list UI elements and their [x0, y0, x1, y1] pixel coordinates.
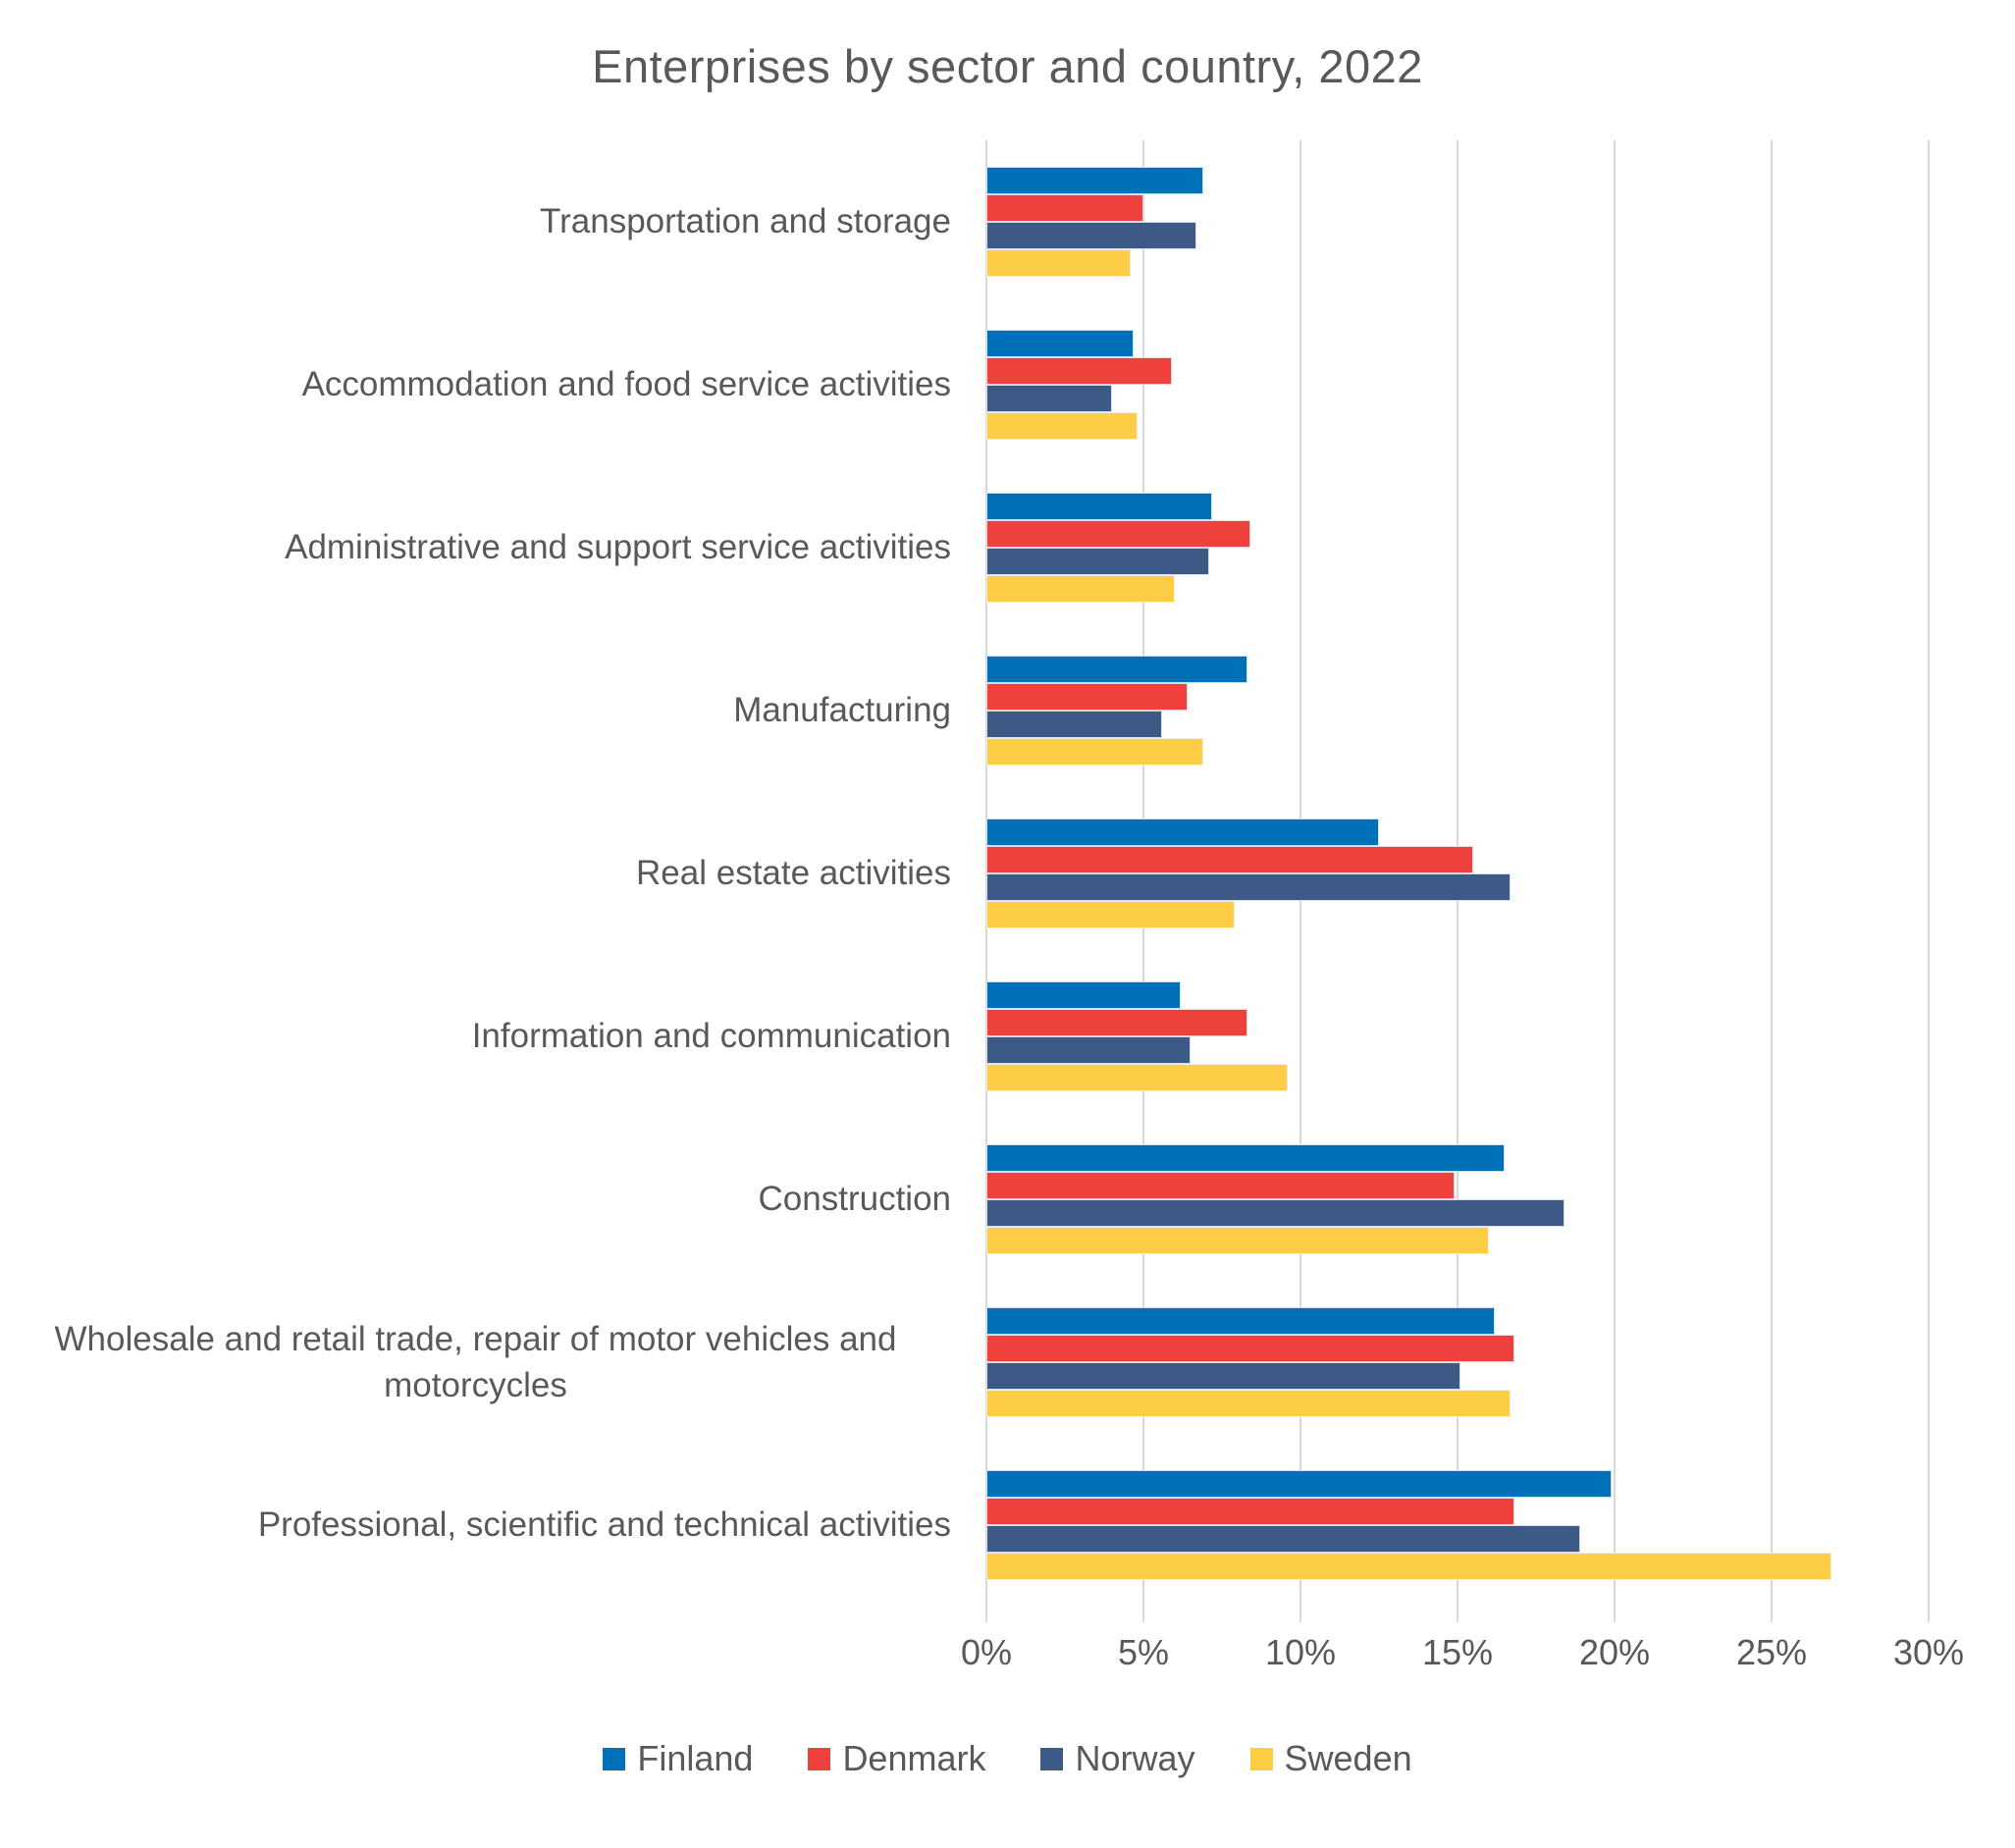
category-label-professional-scientific-and-technical-ac: [0, 1502, 986, 1548]
bar-norway-accommodation-and-food-service-activitie: [986, 385, 1112, 412]
category-label-accommodation-and-food-service-activitie: [0, 361, 986, 407]
bar-denmark-accommodation-and-food-service-activitie: [986, 357, 1172, 385]
bar-finland-administrative-and-support-service-activ: [986, 493, 1212, 520]
category-row-wholesale-and-retail-trade-repair-of-mot: [0, 1281, 2015, 1444]
bar-group-information-and-communication: [986, 955, 1929, 1118]
bar-sweden-wholesale-and-retail-trade-repair-of-mot: [986, 1390, 1511, 1417]
category-label-text: Wholesale and retail trade, repair of motor vehicles and motorcycles: [54, 1319, 897, 1404]
category-label-construction: [0, 1176, 986, 1222]
category-label-text: Professional, scientific and technical activities: [257, 1505, 951, 1545]
x-tick-label-15%: 15%: [1421, 1632, 1494, 1672]
bar-group-professional-scientific-and-technical-ac: [986, 1444, 1929, 1607]
bar-finland-real-estate-activities: [986, 818, 1379, 846]
category-label-text: Real estate activities: [636, 854, 951, 893]
bar-norway-real-estate-activities: [986, 873, 1511, 901]
bar-norway-manufacturing: [986, 711, 1162, 738]
legend-swatch-norway: [1040, 1748, 1063, 1770]
bar-denmark-construction: [986, 1172, 1455, 1199]
x-tick-label-30%: 30%: [1892, 1632, 1965, 1672]
category-row-information-and-communication: [0, 955, 2015, 1118]
category-row-real-estate-activities: [0, 792, 2015, 955]
bar-norway-construction: [986, 1199, 1564, 1227]
category-row-manufacturing: [0, 629, 2015, 792]
x-tick-label-10%: 10%: [1264, 1632, 1337, 1672]
bar-finland-construction: [986, 1144, 1505, 1172]
bar-finland-transportation-and-storage: [986, 167, 1203, 194]
bar-finland-professional-scientific-and-technical-ac: [986, 1470, 1612, 1498]
bar-denmark-manufacturing: [986, 683, 1188, 711]
category-label-manufacturing: [0, 687, 986, 733]
legend-item-finland: [603, 1738, 753, 1779]
legend-swatch-sweden: [1250, 1748, 1273, 1770]
x-axis: [960, 1632, 1965, 1675]
category-label-transportation-and-storage: [0, 198, 986, 244]
category-row-construction: [0, 1118, 2015, 1281]
bar-group-manufacturing: [986, 629, 1929, 792]
bar-sweden-information-and-communication: [986, 1064, 1288, 1091]
category-label-administrative-and-support-service-activ: [0, 524, 986, 570]
category-label-text: Transportation and storage: [540, 202, 951, 241]
bar-denmark-real-estate-activities: [986, 846, 1473, 873]
legend-label-denmark: Denmark: [842, 1738, 986, 1778]
bar-sweden-transportation-and-storage: [986, 249, 1131, 277]
category-label-wholesale-and-retail-trade-repair-of-mot: [0, 1316, 986, 1409]
legend: [0, 1738, 2015, 1779]
bar-denmark-wholesale-and-retail-trade-repair-of-mot: [986, 1335, 1514, 1362]
category-row-professional-scientific-and-technical-ac: [0, 1444, 2015, 1607]
x-tick-label-5%: 5%: [1117, 1632, 1169, 1672]
category-row-administrative-and-support-service-activ: [0, 466, 2015, 629]
bar-norway-transportation-and-storage: [986, 222, 1196, 249]
legend-label-norway: Norway: [1075, 1738, 1195, 1778]
legend-swatch-finland: [603, 1748, 625, 1770]
bar-denmark-administrative-and-support-service-activ: [986, 520, 1250, 548]
category-label-text: Information and communication: [471, 1017, 951, 1056]
bar-norway-administrative-and-support-service-activ: [986, 548, 1209, 575]
x-tick-label-25%: 25%: [1735, 1632, 1808, 1672]
category-label-text: Accommodation and food service activities: [301, 365, 951, 404]
bar-group-accommodation-and-food-service-activitie: [986, 303, 1929, 466]
x-tick-label-20%: 20%: [1578, 1632, 1651, 1672]
chart-area: [0, 140, 2015, 1675]
x-tick-label-0%: 0%: [960, 1632, 1013, 1672]
bar-sweden-manufacturing: [986, 738, 1203, 766]
bar-sweden-construction: [986, 1227, 1489, 1254]
category-label-information-and-communication: [0, 1013, 986, 1059]
bar-denmark-transportation-and-storage: [986, 194, 1143, 222]
category-row-accommodation-and-food-service-activitie: [0, 303, 2015, 466]
legend-item-denmark: [808, 1738, 985, 1779]
bar-group-transportation-and-storage: [986, 140, 1929, 303]
bar-finland-accommodation-and-food-service-activitie: [986, 330, 1134, 357]
bar-group-construction: [986, 1118, 1929, 1281]
chart-title: Enterprises by sector and country, 2022: [592, 40, 1423, 92]
bar-group-administrative-and-support-service-activ: [986, 466, 1929, 629]
legend-item-norway: [1040, 1738, 1194, 1779]
bar-finland-information-and-communication: [986, 981, 1181, 1009]
bar-sweden-real-estate-activities: [986, 901, 1235, 928]
bar-denmark-information-and-communication: [986, 1009, 1247, 1036]
bar-finland-manufacturing: [986, 656, 1247, 683]
bar-sweden-accommodation-and-food-service-activitie: [986, 412, 1138, 440]
category-label-text: Administrative and support service activities: [285, 528, 951, 567]
bar-sweden-administrative-and-support-service-activ: [986, 575, 1175, 603]
category-label-text: Construction: [758, 1180, 951, 1219]
legend-swatch-denmark: [808, 1748, 830, 1770]
bar-denmark-professional-scientific-and-technical-ac: [986, 1498, 1514, 1525]
category-row-transportation-and-storage: [0, 140, 2015, 303]
category-label-text: Manufacturing: [733, 691, 951, 730]
category-label-real-estate-activities: [0, 850, 986, 896]
bar-sweden-professional-scientific-and-technical-ac: [986, 1553, 1831, 1580]
bar-norway-information-and-communication: [986, 1036, 1191, 1064]
legend-label-sweden: Sweden: [1284, 1738, 1412, 1778]
bar-norway-wholesale-and-retail-trade-repair-of-mot: [986, 1362, 1460, 1390]
legend-item-sweden: [1250, 1738, 1412, 1779]
bar-group-wholesale-and-retail-trade-repair-of-mot: [986, 1281, 1929, 1444]
bar-group-real-estate-activities: [986, 792, 1929, 955]
bar-finland-wholesale-and-retail-trade-repair-of-mot: [986, 1307, 1495, 1335]
category-rows: [0, 140, 2015, 1607]
legend-label-finland: Finland: [637, 1738, 754, 1778]
bar-norway-professional-scientific-and-technical-ac: [986, 1525, 1580, 1553]
